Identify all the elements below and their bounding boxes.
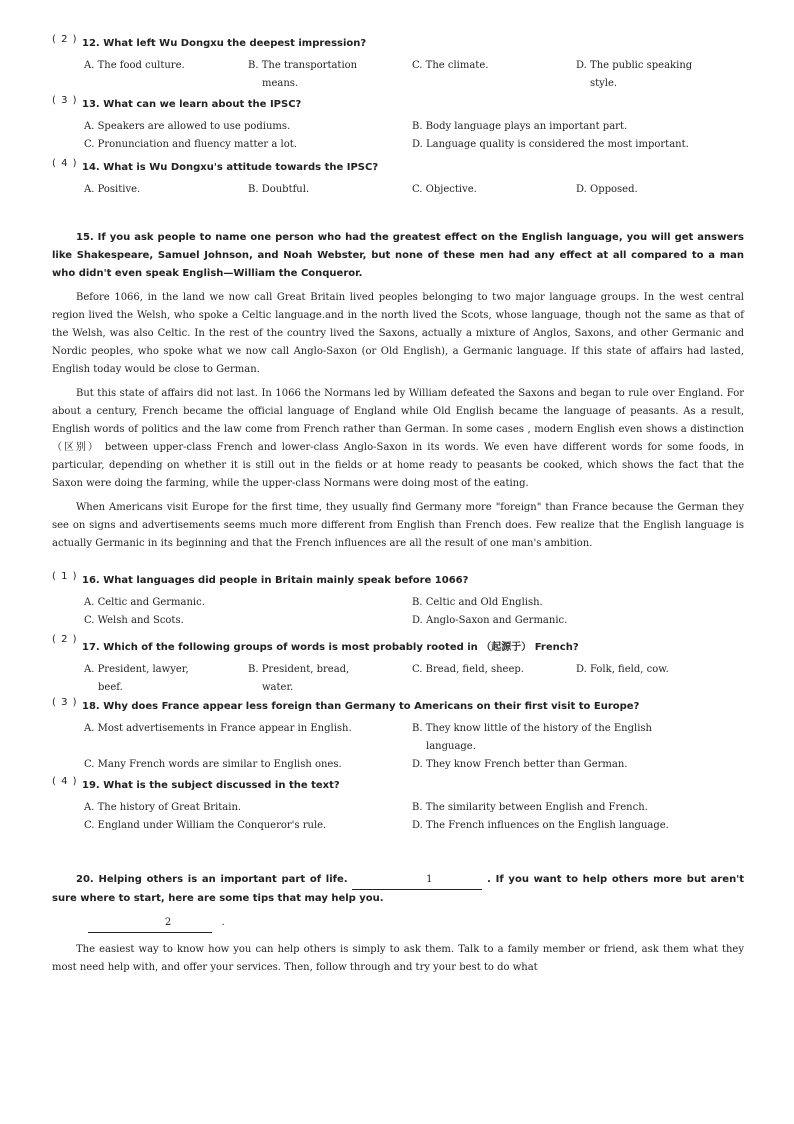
option-a[interactable]: A. Most advertisements in France appear in English. bbox=[84, 723, 352, 734]
passage-15-paragraph-2: But this state of affairs did not last. In 1066 the Normans led by William defeated the Saxons and began to rule over England. For about a century, French became the official language of England while Old English became the language of peasants. As a result, English words of politics and the law come from French rather than German. In some cases , modern English even shows a distinction （区别） between upper-class French and lower-class Anglo-Saxon in its words. We even have different words for some foods, in particular, depending on whether it is still out in the fields or at home ready to peasants be cooked, which shows the fact that the Saxon were doing the farming, while the upper-class Normans were doing most of the eating. bbox=[52, 388, 744, 489]
question-18-text bbox=[52, 697, 744, 712]
worksheet-page bbox=[52, 34, 745, 977]
question-16-text bbox=[52, 571, 744, 586]
question-19-text bbox=[52, 776, 744, 791]
option-d[interactable]: D. Opposed. bbox=[576, 184, 638, 195]
blank-2[interactable]: 2 bbox=[88, 914, 212, 933]
question-17-text bbox=[52, 634, 744, 653]
question-number: ( 4 ) bbox=[52, 776, 78, 787]
question-number: ( 4 ) bbox=[52, 158, 78, 169]
option-c[interactable]: C. England under William the Conqueror's rule. bbox=[84, 820, 327, 831]
option-c[interactable]: C. Bread, field, sheep. bbox=[412, 664, 524, 675]
options bbox=[52, 181, 744, 199]
question-stem: 19. What is the subject discussed in the text? bbox=[82, 780, 340, 791]
blank-1[interactable]: 1 bbox=[352, 871, 482, 890]
option-b[interactable]: B. President, bread, water. bbox=[248, 664, 350, 693]
option-b[interactable]: B. Doubtful. bbox=[248, 184, 310, 195]
question-14 bbox=[52, 158, 744, 199]
passage-15-paragraph-1: Before 1066, in the land we now call Great Britain lived peoples belonging to two major language groups. In the west central region lived the Welsh, who spoke a Celtic language.and in the north lived the Scots, whose language, though not the same as that of the Welsh, was also Celtic. In the rest of the country lived the Saxons, actually a mixture of Anglos, Saxons, and other Germanic and Nordic peoples, who spoke what we now call Anglo-Saxon (or Old English), a Germanic language. If this state of affairs had lasted, English today would be close to German. bbox=[52, 292, 744, 375]
options bbox=[52, 799, 744, 835]
question-number: ( 2 ) bbox=[52, 634, 78, 645]
intro-text-after: . If you want to help others more but aren't sure where to start, here are some tips that may help you. bbox=[52, 874, 745, 904]
question-13 bbox=[52, 95, 744, 154]
option-c[interactable]: C. Welsh and Scots. bbox=[84, 615, 184, 626]
option-c[interactable]: C. The climate. bbox=[412, 60, 489, 71]
option-b[interactable]: B. Celtic and Old English. bbox=[412, 597, 543, 608]
option-a[interactable]: A. President, lawyer, beef. bbox=[84, 664, 189, 693]
question-12-text bbox=[52, 34, 744, 49]
option-d[interactable]: D. Language quality is considered the most important. bbox=[412, 139, 689, 150]
question-16 bbox=[52, 571, 744, 630]
question-stem: 16. What languages did people in Britain mainly speak before 1066? bbox=[82, 575, 469, 586]
question-number: ( 1 ) bbox=[52, 571, 78, 582]
option-c[interactable]: C. Objective. bbox=[412, 184, 477, 195]
question-stem: 14. What is Wu Dongxu's attitude towards the IPSC? bbox=[82, 162, 379, 173]
question-12 bbox=[52, 34, 744, 93]
option-d[interactable]: D. The French influences on the English language. bbox=[412, 820, 669, 831]
option-b[interactable]: B. Body language plays an important part. bbox=[412, 121, 628, 132]
option-a[interactable]: A. The food culture. bbox=[84, 60, 185, 71]
passage-20-intro bbox=[52, 871, 744, 908]
option-b[interactable]: B. They know little of the history of the English language. bbox=[412, 723, 652, 752]
question-19 bbox=[52, 776, 744, 835]
option-a[interactable]: A. Celtic and Germanic. bbox=[84, 597, 205, 608]
question-stem: 13. What can we learn about the IPSC? bbox=[82, 99, 302, 110]
passage-15 bbox=[52, 229, 744, 553]
options bbox=[52, 594, 744, 630]
question-stem: 17. Which of the following groups of words is most probably rooted in （起源于） French? bbox=[82, 642, 579, 653]
option-c[interactable]: C. Many French words are similar to English ones. bbox=[84, 759, 342, 770]
question-number: ( 2 ) bbox=[52, 34, 78, 45]
question-17 bbox=[52, 634, 744, 697]
options bbox=[52, 720, 744, 774]
options bbox=[52, 118, 744, 154]
blank-2-line bbox=[52, 914, 744, 933]
option-d[interactable]: D. They know French better than German. bbox=[412, 759, 628, 770]
intro-text-before: 20. Helping others is an important part of life. bbox=[76, 874, 348, 885]
option-a[interactable]: A. The history of Great Britain. bbox=[84, 802, 242, 813]
question-14-text bbox=[52, 158, 744, 173]
question-stem: 18. Why does France appear less foreign than Germany to Americans on their first visit to Europe? bbox=[82, 701, 640, 712]
question-number: ( 3 ) bbox=[52, 95, 78, 106]
option-d[interactable]: D. The public speaking style. bbox=[576, 60, 693, 89]
option-d[interactable]: D. Folk, field, cow. bbox=[576, 664, 669, 675]
option-c[interactable]: C. Pronunciation and fluency matter a lot. bbox=[84, 139, 297, 150]
question-13-text bbox=[52, 95, 744, 110]
options bbox=[52, 661, 744, 697]
question-stem: 12. What left Wu Dongxu the deepest impression? bbox=[82, 38, 367, 49]
option-a[interactable]: A. Speakers are allowed to use podiums. bbox=[84, 121, 291, 132]
passage-15-paragraph-3: When Americans visit Europe for the first time, they usually find Germany more "foreign" than France because the German they see on signs and advertisements seems much more different from English than French does. Few realize that the English language is actually Germanic in its beginning and that the French influences are all the result of one man's ambition. bbox=[52, 502, 744, 549]
option-a[interactable]: A. Positive. bbox=[84, 184, 141, 195]
options bbox=[52, 57, 744, 93]
question-18 bbox=[52, 697, 744, 774]
option-d[interactable]: D. Anglo-Saxon and Germanic. bbox=[412, 615, 568, 626]
passage-20-paragraph-1: The easiest way to know how you can help others is simply to ask them. Talk to a family member or friend, ask them what they most need help with, and offer your services. Then, follow through and try your best to do what bbox=[52, 944, 744, 973]
blank-2-period: . bbox=[221, 917, 225, 928]
question-number: ( 3 ) bbox=[52, 697, 78, 708]
option-b[interactable]: B. The similarity between English and French. bbox=[412, 802, 648, 813]
passage-15-intro: 15. If you ask people to name one person who had the greatest effect on the English language, you will get answers like Shakespeare, Samuel Johnson, and Noah Webster, but none of these men had any effect at all compared to a man who didn't even speak English—William the Conqueror. bbox=[52, 232, 744, 279]
option-b[interactable]: B. The transportation means. bbox=[248, 60, 358, 89]
passage-20 bbox=[52, 871, 744, 977]
